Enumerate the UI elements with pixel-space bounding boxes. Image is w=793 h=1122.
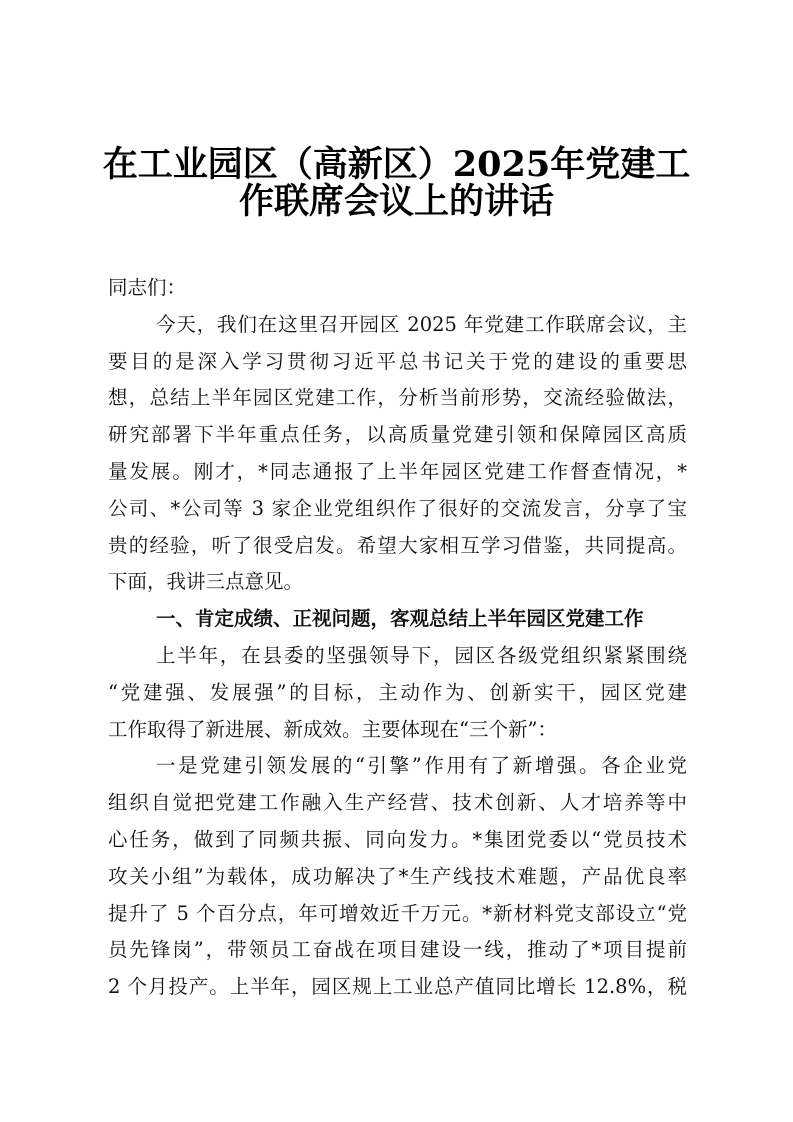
text-line: 同志们： — [108, 276, 187, 299]
text-line: 上半年，在县委的坚强领导下，园区各级党组织紧紧围绕 — [156, 643, 687, 667]
title-line-2: 作联席会议上的讲话 — [238, 181, 554, 222]
text-line: 今天，我们在这里召开园区 2025 年党建工作联席会议，主 — [156, 312, 687, 336]
paragraph — [108, 270, 687, 307]
document-body — [108, 270, 687, 1006]
text-line: 量发展。刚才，*同志通报了上半年园区党建工作督查情况，* — [108, 459, 687, 483]
text-line: 要目的是深入学习贯彻习近平总书记关于党的建设的重要思 — [108, 349, 687, 373]
text-line: 下面，我讲三点意见。 — [108, 570, 304, 594]
text-line: 组织自觉把党建工作融入生产经营、技术创新、人才培养等中 — [108, 791, 687, 815]
text-line: 一、肯定成绩、正视问题，客观总结上半年园区党建工作 — [156, 607, 644, 631]
paragraph — [108, 748, 687, 1006]
text-line: 提升了 5 个百分点，年可增效近千万元。*新材料党支部设立“党 — [108, 901, 687, 925]
text-line: 心任务，做到了同频共振、同向发力。*集团党委以“党员技术 — [108, 827, 687, 851]
text-line: 工作取得了新进展、新成效。主要体现在“三个新”： — [108, 717, 557, 741]
title-line-1: 在工业园区（高新区）2025年党建工 — [102, 144, 691, 185]
paragraph — [108, 638, 687, 748]
text-line: 贵的经验，听了很受启发。希望大家相互学习借鉴，共同提高。 — [108, 533, 687, 557]
text-line: 研究部署下半年重点任务，以高质量党建引领和保障园区高质 — [108, 423, 687, 447]
text-line: 员先锋岗”，带领员工奋战在项目建设一线，推动了*项目提前 — [108, 938, 687, 962]
document-title — [100, 146, 693, 220]
text-line: 想，总结上半年园区党建工作，分析当前形势，交流经验做法， — [108, 386, 687, 410]
text-line: 公司、*公司等 3 家企业党组织作了很好的交流发言，分享了宝 — [108, 496, 687, 520]
section-heading — [108, 601, 687, 638]
text-line: 一是党建引领发展的“引擎”作用有了新增强。各企业党 — [156, 754, 687, 778]
text-line: 2 个月投产。上半年，园区规上工业总产值同比增长 12.8%，税 — [108, 975, 687, 999]
text-line: “党建强、发展强”的目标，主动作为、创新实干，园区党建 — [108, 680, 687, 704]
text-line: 攻关小组”为载体，成功解决了*生产线技术难题，产品优良率 — [108, 864, 687, 888]
paragraph — [108, 307, 687, 601]
